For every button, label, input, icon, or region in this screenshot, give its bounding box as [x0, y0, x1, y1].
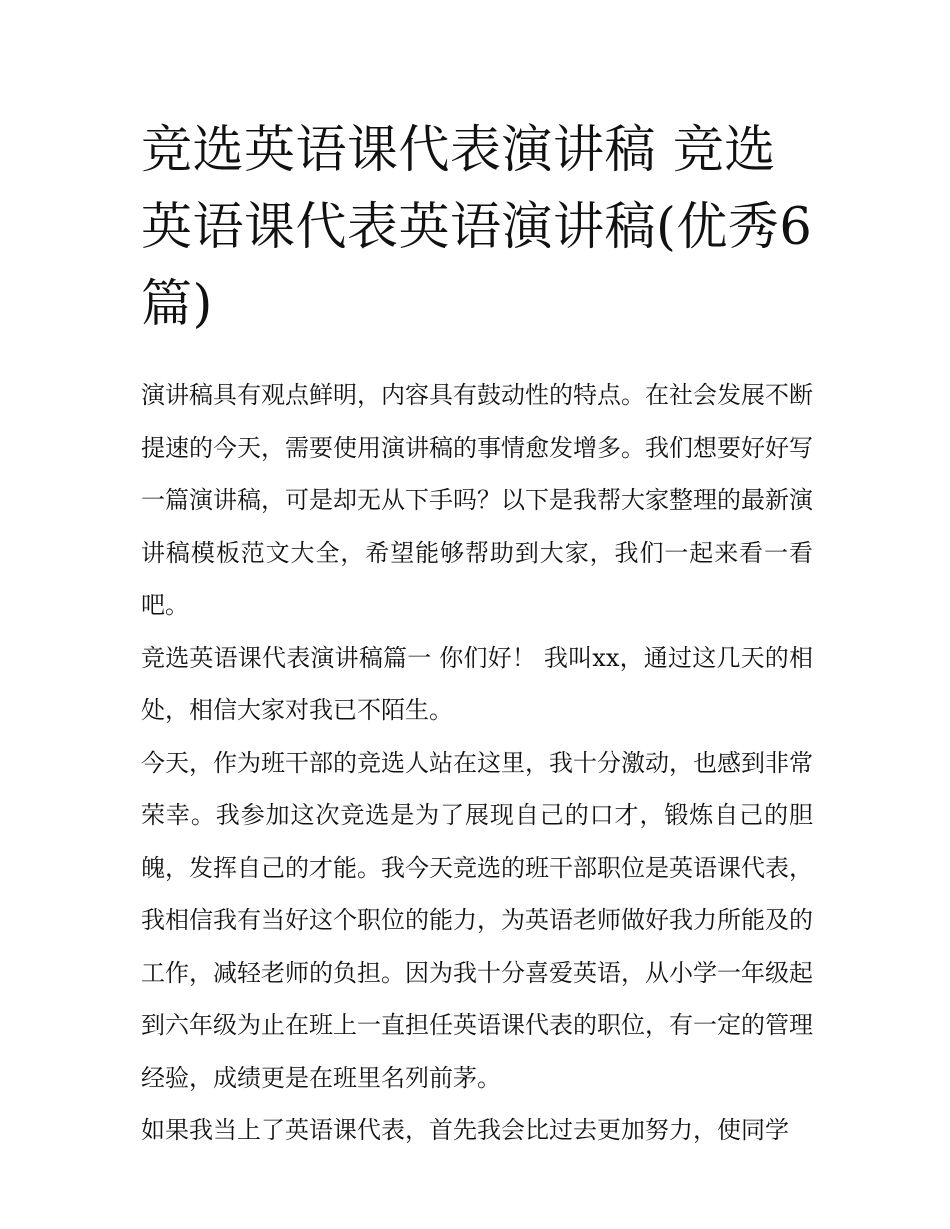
intro-paragraph: 演讲稿具有观点鲜明，内容具有鼓动性的特点。在社会发展不断提速的今天，需要使用演讲稿的事情愈发增多。我们想要好好写一篇演讲稿，可是却无从下手吗？以下是我帮大家整理的最新演讲稿模板范文大全，希望能够帮助到大家，我们一起来看一看吧。 [141, 381, 813, 619]
speech-continuation-paragraph: 如果我当上了英语课代表，首先我会比过去更加努力，使同学 [141, 1116, 789, 1144]
document-title: 竞选英语课代表演讲稿 竞选英语课代表英语演讲稿(优秀6篇) [141, 121, 813, 334]
speech-body-paragraph: 今天，作为班干部的竞选人站在这里，我十分激动，也感到非常荣幸。我参加这次竞选是为了展现自己的口才，锻炼自己的胆魄，发挥自己的才能。我今天竞选的班干部职位是英语课代表，我相信我有当好这个职位的能力，为英语老师做好我力所能及的工作，减轻老师的负担。因为我十分喜爱英语，从小学一年级起到六年级为止在班上一直担任英语课代表的职位，有一定的管理经验，成绩更是在班里名列前茅。 [141, 748, 813, 1092]
document-body [141, 112, 813, 1157]
speech-opening-paragraph: 竞选英语课代表演讲稿篇一 你们好！ 我叫xx，通过这几天的相处，相信大家对我已不陌生。 [141, 643, 813, 724]
